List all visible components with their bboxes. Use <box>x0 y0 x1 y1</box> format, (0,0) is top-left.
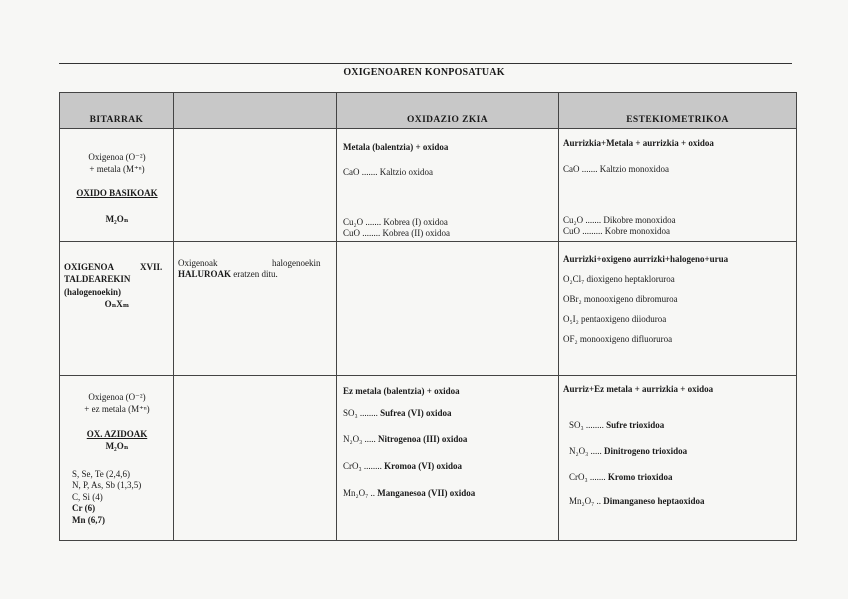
formula: M₂Oₙ <box>105 441 129 451</box>
table-header-row <box>60 93 797 129</box>
example-line <box>343 461 462 471</box>
example-line: OF₂ monooxigeno difluoruroa <box>563 334 673 344</box>
formula: OₙXₘ <box>104 299 130 309</box>
header-estekiometrikoa: ESTEKIOMETRIKOA <box>559 93 797 129</box>
document-title: OXIGENOAREN KONPOSATUAK <box>343 67 505 78</box>
example-line: Cu₂O ....... Kobrea (I) oxidoa <box>343 217 448 227</box>
example-line <box>343 408 452 418</box>
text-line <box>178 269 278 279</box>
cell-basic-oxides-stoichiometric <box>559 129 797 242</box>
text-line: + ez metala (M⁺ⁿ) <box>84 404 150 414</box>
header-rule <box>59 63 792 64</box>
text-line: + metala (M⁺ⁿ) <box>89 164 145 174</box>
example-line: CuO ........ Kobrea (II) oxidoa <box>343 228 450 238</box>
compound-name: Dinitrogeno trioxidoa <box>604 446 688 456</box>
text-fragment: eratzen ditu. <box>231 269 278 279</box>
cell-acid-oxides-stoichiometric <box>559 376 797 541</box>
formula: Mn₂O₇ .. <box>343 488 378 498</box>
cell-empty <box>337 242 559 376</box>
text-line: Oxigenoa (O⁻²) <box>88 392 146 402</box>
text-line: (halogenoekin) <box>64 287 122 297</box>
example-line: O₂Cl₇ dioxigeno heptakloruroa <box>563 274 675 284</box>
example-line <box>343 434 467 444</box>
section-heading: OXIDO BASIKOAK <box>76 188 158 198</box>
valence-line: N, P, As, Sb (1,3,5) <box>72 480 142 490</box>
naming-rule: Aurrizki+oxigeno aurrizki+halogeno+urua <box>563 254 729 264</box>
example-line: CuO ......... Kobre monoxidoa <box>563 226 670 236</box>
formula: N₂O₃ ..... <box>569 446 605 456</box>
compounds-table <box>59 92 797 541</box>
compound-name: Kromo trioxidoa <box>607 472 673 482</box>
formula: Mn₂O₇ .. <box>569 496 604 506</box>
example-line: O₅I₂ pentaoxigeno diioduroa <box>563 314 667 324</box>
header-empty <box>174 93 337 129</box>
valence-line: Mn (6,7) <box>72 515 105 525</box>
compound-name: Nitrogenoa (III) oxidoa <box>378 434 468 444</box>
valence-line: S, Se, Te (2,4,6) <box>72 469 130 479</box>
cell-basic-oxides-oxidation <box>337 129 559 242</box>
example-line: OBr₂ monooxigeno dibromuroa <box>563 294 678 304</box>
cell-acid-oxides-oxidation <box>337 376 559 541</box>
example-line <box>569 420 664 430</box>
table-row-basic-oxides <box>60 129 797 242</box>
naming-rule: Aurriz+Ez metala + aurrizkia + oxidoa <box>563 384 714 394</box>
header-oxidazio-zkia: OXIDAZIO ZKIA <box>337 93 559 129</box>
text-line: Oxigenoa (O⁻²) <box>88 152 146 162</box>
formula: CrO₃ ........ <box>343 461 385 471</box>
example-line: CaO ....... Kaltzio oxidoa <box>343 167 433 177</box>
emphasis: HALUROAK <box>178 269 232 279</box>
example-line: CaO ....... Kaltzio monoxidoa <box>563 164 669 174</box>
formula: SO₃ ........ <box>343 408 381 418</box>
cell-basic-oxides-desc <box>60 129 174 242</box>
compound-name: Manganesoa (VII) oxidoa <box>377 488 476 498</box>
example-line <box>569 472 672 482</box>
example-line <box>343 488 475 498</box>
formula: SO₃ ........ <box>569 420 607 430</box>
valence-line: C, Si (4) <box>72 492 103 502</box>
cell-empty <box>174 376 337 541</box>
cell-halogens-desc <box>60 242 174 376</box>
example-line <box>569 496 705 506</box>
text-line: XVII. <box>140 262 163 272</box>
naming-rule: Metala (balentzia) + oxidoa <box>343 142 449 152</box>
formula: CrO₃ ....... <box>569 472 608 482</box>
text-line: TALDEAREKIN <box>64 274 131 284</box>
example-line: Cu₂O ....... Dikobre monoxidoa <box>563 215 676 225</box>
section-heading: OX. AZIDOAK <box>86 429 148 439</box>
naming-rule: Ez metala (balentzia) + oxidoa <box>343 386 460 396</box>
header-bitarrak: BITARRAK <box>60 93 174 129</box>
example-line <box>569 446 687 456</box>
naming-rule: Aurrizkia+Metala + aurrizkia + oxidoa <box>563 138 714 148</box>
cell-halogens-stoichiometric <box>559 242 797 376</box>
text-line: Oxigenoak <box>178 258 218 268</box>
compound-name: Sufre trioxidoa <box>606 420 665 430</box>
formula: N₂O₃ ..... <box>343 434 379 444</box>
compound-name: Dimanganeso heptaoxidoa <box>603 496 705 506</box>
cell-empty <box>174 129 337 242</box>
cell-halogens-note <box>174 242 337 376</box>
formula: M₂Oₙ <box>105 214 129 224</box>
text-line: OXIGENOA <box>64 262 115 272</box>
table-row-halogens <box>60 242 797 376</box>
valence-line: Cr (6) <box>72 503 96 513</box>
cell-acid-oxides-desc <box>60 376 174 541</box>
text-line: halogenoekin <box>272 258 321 268</box>
table-row-acid-oxides <box>60 376 797 541</box>
compound-name: Kromoa (VI) oxidoa <box>384 461 462 471</box>
compound-name: Sufrea (VI) oxidoa <box>380 408 452 418</box>
